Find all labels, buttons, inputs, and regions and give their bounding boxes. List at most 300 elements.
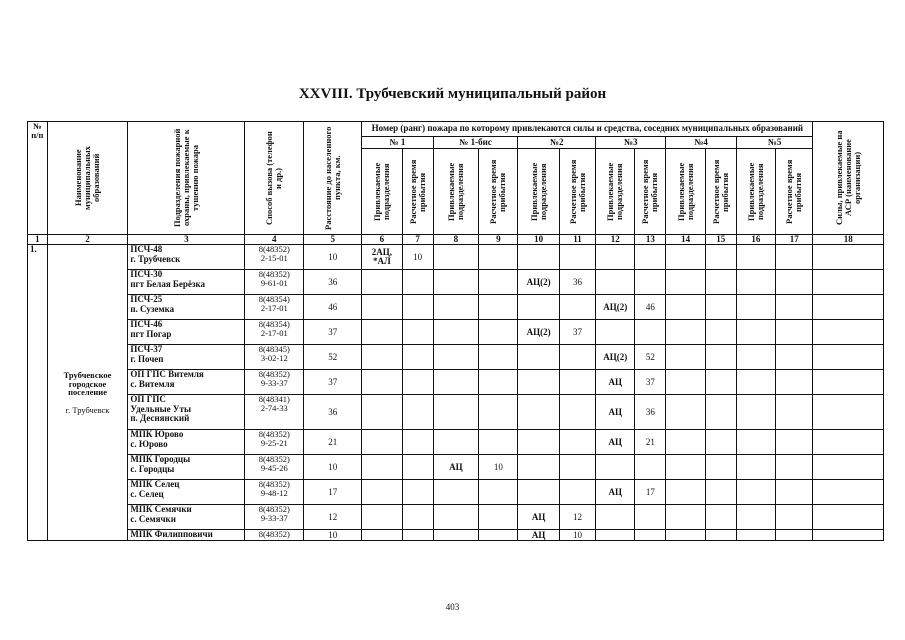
header-sub-time: Расчетное время прибытия xyxy=(705,149,736,235)
empty-cell xyxy=(736,430,775,455)
empty-cell xyxy=(596,455,635,480)
empty-cell xyxy=(518,295,559,320)
municipality-line: городское xyxy=(68,378,107,389)
phone-code: 8(48341) xyxy=(258,394,290,405)
header-sub-time: Расчетное время прибытия xyxy=(559,149,595,235)
empty-cell xyxy=(479,530,518,541)
unit-title: МПК Юрово xyxy=(130,429,184,440)
empty-cell xyxy=(666,320,705,345)
column-number: 15 xyxy=(705,235,736,245)
empty-cell xyxy=(479,245,518,270)
unit-location: п. Суземка xyxy=(130,303,175,314)
table-row xyxy=(28,505,884,530)
unit-name xyxy=(128,455,245,480)
empty-cell xyxy=(402,505,433,530)
asr-forces-cell xyxy=(813,245,884,270)
empty-cell xyxy=(362,505,402,530)
arrival-time: 37 xyxy=(559,320,595,345)
distance: 37 xyxy=(304,370,362,395)
phone-number: 3-02-12 xyxy=(260,353,288,364)
phone xyxy=(245,370,304,395)
distance: 21 xyxy=(304,430,362,455)
empty-cell xyxy=(362,320,402,345)
assigned-force: АЦ xyxy=(596,370,635,395)
header-sub-units: Привлекаемые подразделения xyxy=(596,149,635,235)
empty-cell xyxy=(518,480,559,505)
empty-cell xyxy=(402,480,433,505)
header-sub-time: Расчетное время прибытия xyxy=(402,149,433,235)
unit-title: ПСЧ-46 xyxy=(130,319,163,330)
empty-cell xyxy=(736,370,775,395)
column-number: 10 xyxy=(518,235,559,245)
unit-location: г. Почеп xyxy=(130,353,164,364)
asr-forces-cell xyxy=(813,530,884,541)
phone-code: 8(48352) xyxy=(258,479,290,490)
asr-forces-cell xyxy=(813,295,884,320)
assigned-force: АЦ(2) xyxy=(518,270,559,295)
unit-name xyxy=(128,320,245,345)
table-row xyxy=(28,455,884,480)
empty-cell xyxy=(362,530,402,541)
column-number: 7 xyxy=(402,235,433,245)
empty-cell xyxy=(362,345,402,370)
empty-cell xyxy=(736,295,775,320)
empty-cell xyxy=(596,270,635,295)
empty-cell xyxy=(635,245,666,270)
empty-cell xyxy=(518,455,559,480)
phone xyxy=(245,270,304,295)
empty-cell xyxy=(479,430,518,455)
empty-cell xyxy=(666,480,705,505)
unit-title: ПСЧ-37 xyxy=(130,344,163,355)
distance: 52 xyxy=(304,345,362,370)
empty-cell xyxy=(635,320,666,345)
table-row xyxy=(28,430,884,455)
empty-cell xyxy=(559,480,595,505)
column-number: 6 xyxy=(362,235,402,245)
empty-cell xyxy=(736,320,775,345)
empty-cell xyxy=(433,345,479,370)
asr-forces-cell xyxy=(813,345,884,370)
empty-cell xyxy=(776,395,813,430)
unit-title: МПК Городцы xyxy=(130,454,191,465)
empty-cell xyxy=(433,480,479,505)
distance: 12 xyxy=(304,505,362,530)
distance: 46 xyxy=(304,295,362,320)
arrival-time: 12 xyxy=(559,505,595,530)
empty-cell xyxy=(433,395,479,430)
phone-number: 2-74-33 xyxy=(260,403,288,414)
empty-cell xyxy=(362,430,402,455)
empty-cell xyxy=(666,395,705,430)
table-row xyxy=(28,320,884,345)
column-number: 3 xyxy=(128,235,245,245)
empty-cell xyxy=(362,395,402,430)
asr-forces-cell xyxy=(813,430,884,455)
phone-code: 8(48354) xyxy=(258,294,290,305)
header-distance: Расстояние до населенного пункта, км. xyxy=(304,122,362,235)
phone-code: 8(48354) xyxy=(258,319,290,330)
empty-cell xyxy=(736,505,775,530)
empty-cell xyxy=(559,455,595,480)
empty-cell xyxy=(705,345,736,370)
assigned-force: 2АЦ, *АЛ xyxy=(362,245,402,270)
empty-cell xyxy=(776,320,813,345)
phone-code: 8(48352) xyxy=(258,454,290,465)
empty-cell xyxy=(559,245,595,270)
empty-cell xyxy=(705,505,736,530)
header-rank-2: № 1-бис xyxy=(433,136,518,149)
header-rank-3: №2 xyxy=(518,136,596,149)
distance: 10 xyxy=(304,455,362,480)
row-number: 1. xyxy=(28,245,48,541)
phone xyxy=(245,430,304,455)
empty-cell xyxy=(596,320,635,345)
phone-code: 8(48352) xyxy=(258,504,290,515)
unit-location: с. Юрово xyxy=(130,438,168,449)
empty-cell xyxy=(776,270,813,295)
empty-cell xyxy=(776,345,813,370)
empty-cell xyxy=(479,345,518,370)
asr-forces-cell xyxy=(813,320,884,345)
phone-number: 9-45-26 xyxy=(260,463,288,474)
phone-number: 9-25-21 xyxy=(260,438,288,449)
header-sub-units: Привлекаемые подразделения xyxy=(433,149,479,235)
table-row xyxy=(28,295,884,320)
empty-cell xyxy=(433,505,479,530)
empty-cell xyxy=(666,345,705,370)
empty-cell xyxy=(596,245,635,270)
unit-name xyxy=(128,505,245,530)
empty-cell xyxy=(666,370,705,395)
unit-name xyxy=(128,430,245,455)
header-sub-time: Расчетное время прибытия xyxy=(635,149,666,235)
empty-cell xyxy=(666,270,705,295)
empty-cell xyxy=(705,530,736,541)
distance: 37 xyxy=(304,320,362,345)
asr-forces-cell xyxy=(813,395,884,430)
unit-title: ПСЧ-48 xyxy=(130,244,163,255)
empty-cell xyxy=(559,395,595,430)
unit-title: ОП ГПС Витемля xyxy=(130,369,204,380)
empty-cell xyxy=(705,245,736,270)
table-row xyxy=(28,480,884,505)
empty-cell xyxy=(362,295,402,320)
unit-title: МПК Семячки xyxy=(130,504,192,515)
header-sub-time: Расчетное время прибытия xyxy=(776,149,813,235)
unit-location: с. Витемля xyxy=(130,378,175,389)
empty-cell xyxy=(776,295,813,320)
header-municipality: Наименование муниципальных образований xyxy=(47,122,128,235)
header-sub-time: Расчетное время прибытия xyxy=(479,149,518,235)
empty-cell xyxy=(736,395,775,430)
empty-cell xyxy=(635,505,666,530)
unit-title: МПК Селец xyxy=(130,479,180,490)
phone xyxy=(245,395,304,430)
unit-name xyxy=(128,395,245,430)
empty-cell xyxy=(705,370,736,395)
table-row xyxy=(28,345,884,370)
empty-cell xyxy=(402,430,433,455)
column-number: 13 xyxy=(635,235,666,245)
column-number: 16 xyxy=(736,235,775,245)
unit-title: ПСЧ-25 xyxy=(130,294,163,305)
empty-cell xyxy=(402,345,433,370)
empty-cell xyxy=(362,270,402,295)
distance: 36 xyxy=(304,270,362,295)
assigned-force: АЦ(2) xyxy=(596,345,635,370)
fire-forces-table xyxy=(27,121,884,541)
phone xyxy=(245,295,304,320)
empty-cell xyxy=(596,530,635,541)
phone-number: 9-33-37 xyxy=(260,513,288,524)
empty-cell xyxy=(362,455,402,480)
header-sub-units: Привлекаемые подразделения xyxy=(518,149,559,235)
assigned-force: АЦ(2) xyxy=(596,295,635,320)
empty-cell xyxy=(479,505,518,530)
empty-cell xyxy=(518,395,559,430)
empty-cell xyxy=(666,295,705,320)
phone-number: 9-48-12 xyxy=(260,488,288,499)
empty-cell xyxy=(736,245,775,270)
header-rank-5: №4 xyxy=(666,136,736,149)
empty-cell xyxy=(666,430,705,455)
empty-cell xyxy=(635,270,666,295)
empty-cell xyxy=(479,295,518,320)
empty-cell xyxy=(518,430,559,455)
phone-code: 8(48345) xyxy=(258,344,290,355)
empty-cell xyxy=(433,295,479,320)
unit-location: г. Трубчевск xyxy=(130,253,181,264)
arrival-time: 21 xyxy=(635,430,666,455)
unit-name xyxy=(128,270,245,295)
header-sub-units: Привлекаемые подразделения xyxy=(736,149,775,235)
unit-name xyxy=(128,295,245,320)
municipality-line: поселение xyxy=(68,387,107,398)
empty-cell xyxy=(479,320,518,345)
column-number: 9 xyxy=(479,235,518,245)
asr-forces-cell xyxy=(813,480,884,505)
distance: 10 xyxy=(304,245,362,270)
assigned-force: АЦ xyxy=(433,455,479,480)
phone-code: 8(48352) xyxy=(258,369,290,380)
empty-cell xyxy=(666,245,705,270)
empty-cell xyxy=(705,270,736,295)
empty-cell xyxy=(776,430,813,455)
empty-cell xyxy=(518,245,559,270)
empty-cell xyxy=(402,270,433,295)
empty-cell xyxy=(479,395,518,430)
column-number: 5 xyxy=(304,235,362,245)
table-row xyxy=(28,395,884,430)
header-asr-forces: Силы, привлекаемые на АСР (наименование организации) xyxy=(813,122,884,235)
empty-cell xyxy=(402,395,433,430)
header-units: Подразделения пожарной охраны, привлекаемые к тушению пожара xyxy=(128,122,245,235)
arrival-time: 37 xyxy=(635,370,666,395)
phone xyxy=(245,480,304,505)
empty-cell xyxy=(596,505,635,530)
header-rank-4: №3 xyxy=(596,136,666,149)
distance: 10 xyxy=(304,530,362,541)
table-row xyxy=(28,245,884,270)
column-number: 4 xyxy=(245,235,304,245)
arrival-time: 10 xyxy=(479,455,518,480)
header-call-method: Способ вызова (телефон и др.) xyxy=(245,122,304,235)
empty-cell xyxy=(776,245,813,270)
arrival-time: 10 xyxy=(402,245,433,270)
empty-cell xyxy=(518,345,559,370)
header-number: № п/п xyxy=(28,122,48,235)
assigned-force: АЦ xyxy=(518,530,559,541)
header-rank-1: № 1 xyxy=(362,136,433,149)
phone xyxy=(245,345,304,370)
empty-cell xyxy=(433,370,479,395)
empty-cell xyxy=(736,455,775,480)
phone xyxy=(245,505,304,530)
arrival-time: 46 xyxy=(635,295,666,320)
asr-forces-cell xyxy=(813,370,884,395)
empty-cell xyxy=(666,455,705,480)
distance: 36 xyxy=(304,395,362,430)
assigned-force: АЦ(2) xyxy=(518,320,559,345)
empty-cell xyxy=(402,455,433,480)
column-number: 11 xyxy=(559,235,595,245)
phone xyxy=(245,530,304,541)
assigned-force: АЦ xyxy=(596,480,635,505)
municipality-name xyxy=(47,245,128,541)
empty-cell xyxy=(559,430,595,455)
empty-cell xyxy=(776,455,813,480)
phone-number: 2-17-01 xyxy=(260,328,288,339)
empty-cell xyxy=(559,345,595,370)
assigned-force: АЦ xyxy=(596,430,635,455)
page-title: XXVIII. Трубчевский муниципальный район xyxy=(298,86,607,102)
phone-number: 2-15-01 xyxy=(260,253,288,264)
column-number: 18 xyxy=(813,235,884,245)
empty-cell xyxy=(402,320,433,345)
unit-location: с. Семячки xyxy=(130,513,176,524)
assigned-force: АЦ xyxy=(518,505,559,530)
empty-cell xyxy=(433,530,479,541)
asr-forces-cell xyxy=(813,270,884,295)
phone-code: 8(48352) xyxy=(258,244,290,255)
empty-cell xyxy=(433,320,479,345)
arrival-time: 17 xyxy=(635,480,666,505)
empty-cell xyxy=(433,270,479,295)
empty-cell xyxy=(736,480,775,505)
empty-cell xyxy=(635,530,666,541)
unit-title: ОП ГПС xyxy=(130,394,166,405)
phone xyxy=(245,455,304,480)
unit-name xyxy=(128,480,245,505)
empty-cell xyxy=(402,370,433,395)
phone xyxy=(245,245,304,270)
empty-cell xyxy=(433,245,479,270)
unit-location: пгт Погар xyxy=(130,328,172,339)
phone-number: 9-33-37 xyxy=(260,378,288,389)
empty-cell xyxy=(776,480,813,505)
empty-cell xyxy=(736,530,775,541)
unit-name xyxy=(128,245,245,270)
table-row xyxy=(28,370,884,395)
empty-cell xyxy=(705,480,736,505)
assigned-force: АЦ xyxy=(596,395,635,430)
phone-code: 8(48352) xyxy=(258,429,290,440)
header-sub-units: Привлекаемые подразделения xyxy=(666,149,705,235)
unit-location: Удельные Уты xyxy=(130,403,191,414)
column-number: 8 xyxy=(433,235,479,245)
arrival-time: 36 xyxy=(559,270,595,295)
phone-code: 8(48352) xyxy=(258,529,290,540)
phone-number: 2-17-01 xyxy=(260,303,288,314)
column-number: 17 xyxy=(776,235,813,245)
empty-cell xyxy=(635,455,666,480)
empty-cell xyxy=(705,395,736,430)
column-number: 14 xyxy=(666,235,705,245)
phone-number: 9-61-01 xyxy=(260,278,288,289)
arrival-time: 52 xyxy=(635,345,666,370)
empty-cell xyxy=(402,295,433,320)
empty-cell xyxy=(705,320,736,345)
empty-cell xyxy=(776,530,813,541)
arrival-time: 10 xyxy=(559,530,595,541)
table-row xyxy=(28,270,884,295)
column-number: 2 xyxy=(47,235,128,245)
unit-name xyxy=(128,530,245,541)
header-sub-units: Привлекаемые подразделения xyxy=(362,149,402,235)
empty-cell xyxy=(479,270,518,295)
empty-cell xyxy=(776,505,813,530)
empty-cell xyxy=(402,530,433,541)
empty-cell xyxy=(705,430,736,455)
asr-forces-cell xyxy=(813,455,884,480)
empty-cell xyxy=(666,530,705,541)
unit-location: с. Городцы xyxy=(130,463,175,474)
empty-cell xyxy=(559,295,595,320)
arrival-time: 36 xyxy=(635,395,666,430)
empty-cell xyxy=(666,505,705,530)
header-rank-6: №5 xyxy=(736,136,813,149)
empty-cell xyxy=(518,370,559,395)
unit-location: с. Селец xyxy=(130,488,164,499)
phone-code: 8(48352) xyxy=(258,269,290,280)
phone xyxy=(245,320,304,345)
empty-cell xyxy=(479,480,518,505)
empty-cell xyxy=(559,370,595,395)
page-number: 403 xyxy=(445,602,460,612)
column-number: 1 xyxy=(28,235,48,245)
empty-cell xyxy=(705,295,736,320)
empty-cell xyxy=(479,370,518,395)
empty-cell xyxy=(362,370,402,395)
unit-name xyxy=(128,345,245,370)
municipality-line: Трубчевское xyxy=(63,369,112,380)
unit-title: ПСЧ-30 xyxy=(130,269,163,280)
table-row xyxy=(28,530,884,541)
unit-title: МПК Филипповичи xyxy=(130,529,213,540)
unit-name xyxy=(128,370,245,395)
unit-location: пгт Белая Берёзка xyxy=(130,278,206,289)
asr-forces-cell xyxy=(813,505,884,530)
header-rank-group: Номер (ранг) пожара по которому привлекаются силы и средства, соседних муниципальных образований xyxy=(362,122,813,137)
empty-cell xyxy=(736,345,775,370)
empty-cell xyxy=(705,455,736,480)
municipality-town: г. Трубчевск xyxy=(65,405,110,416)
unit-location: п. Деснянский xyxy=(130,413,190,424)
empty-cell xyxy=(433,430,479,455)
column-number: 12 xyxy=(596,235,635,245)
empty-cell xyxy=(362,480,402,505)
